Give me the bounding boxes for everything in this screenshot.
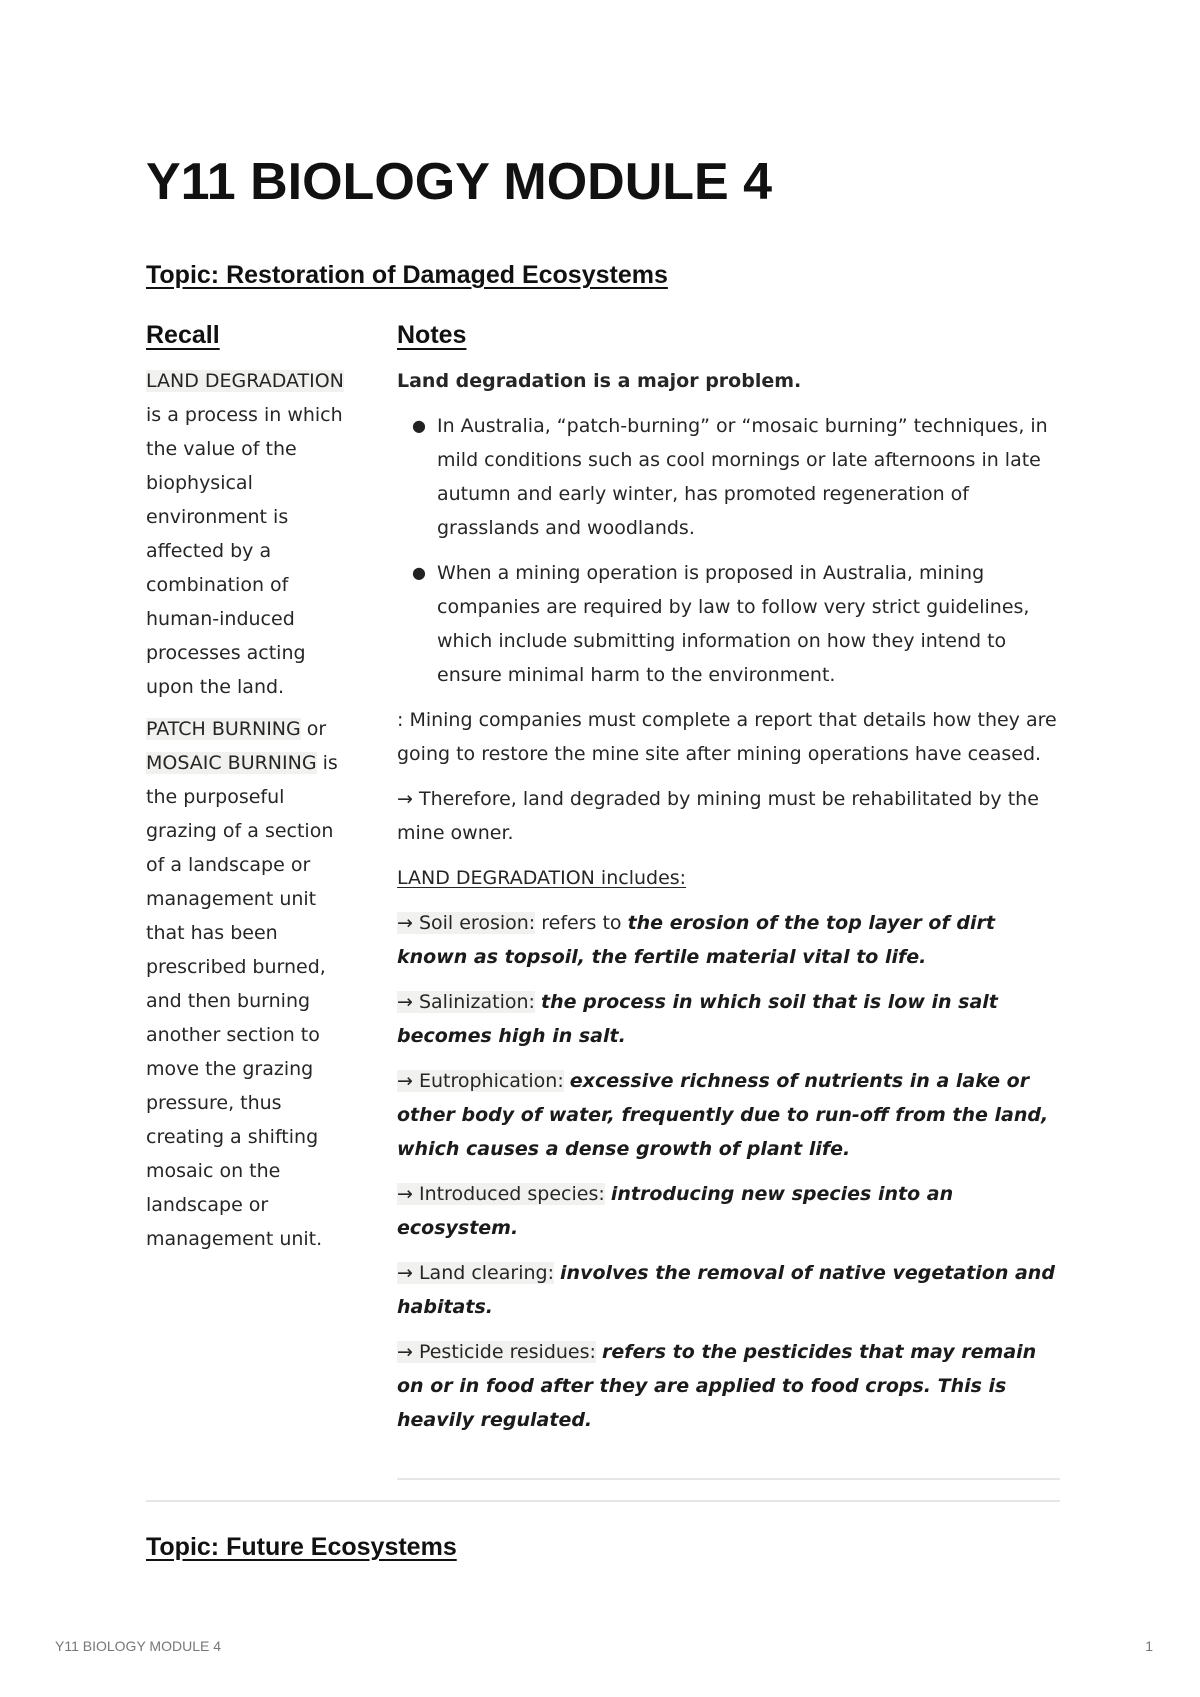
- item-label: → Soil erosion:: [397, 912, 536, 934]
- list-item: ● In Australia, “patch-burning” or “mosaic burning” techniques, in mild conditions such as cool mornings or late afternoons in late autumn and early winter, has promoted regeneration of grasslands and woodlands.: [437, 409, 1067, 545]
- term-highlight: MOSAIC BURNING: [146, 752, 317, 774]
- degradation-item-salinization: [397, 985, 1067, 1053]
- degradation-item-pesticide-residues: [397, 1335, 1067, 1437]
- item-definition: refers to the pesticides that may remain on or in food after they are applied to food crops. This is heavily regulated.: [397, 1341, 1037, 1431]
- mining-report-note: : Mining companies must complete a report that details how they are going to restore the mine site after mining operations have ceased.: [397, 709, 1057, 765]
- item-label: → Land clearing:: [397, 1262, 554, 1284]
- term-highlight: PATCH BURNING: [146, 718, 301, 740]
- degradation-item-introduced-species: [397, 1177, 1067, 1245]
- includes-heading: LAND DEGRADATION includes:: [397, 867, 687, 889]
- recall-text: is the purposeful grazing of a section of a landscape or management unit that has been prescribed burned, and then burning another section to move the grazing pressure, thus creating a shifting mosaic on the landscape or management unit.: [146, 752, 338, 1250]
- recall-heading: Recall: [146, 321, 220, 349]
- degradation-item-land-clearing: [397, 1256, 1067, 1324]
- degradation-item-soil-erosion: → Soil erosion: refers to the erosion of the top layer of dirt known as topsoil, the fertile material vital to life.: [397, 912, 995, 968]
- notes-heading: Notes: [397, 321, 467, 349]
- item-definition: the erosion of the top layer of dirt known as topsoil, the fertile material vital to life.: [397, 912, 995, 968]
- notes-column: [397, 364, 1067, 1448]
- notes-bullet-list: [397, 409, 1067, 692]
- item-definition: involves the removal of native vegetation and habitats.: [397, 1262, 1055, 1318]
- footer-title: Y11 BIOLOGY MODULE 4: [55, 1638, 221, 1654]
- bullet-dot-icon: ●: [412, 416, 426, 435]
- item-definition: introducing new species into an ecosystem.: [397, 1183, 954, 1239]
- item-label: → Introduced species:: [397, 1183, 605, 1205]
- term-highlight: LAND DEGRADATION: [146, 370, 344, 392]
- item-label: → Salinization:: [397, 991, 535, 1013]
- recall-entry-land-degradation: [146, 364, 356, 704]
- bullet-dot-icon: ●: [412, 563, 426, 582]
- recall-entry-patch-burning: [146, 712, 356, 1256]
- recall-connector: or: [300, 718, 327, 740]
- notes-divider: [397, 1478, 1060, 1480]
- footer-page-number: 1: [1145, 1638, 1153, 1654]
- section-divider: [146, 1500, 1060, 1502]
- item-definition: excessive richness of nutrients in a lake or other body of water, frequently due to run-off from the land, which causes a dense growth of plant life.: [397, 1070, 1049, 1160]
- degradation-item-eutrophication: [397, 1064, 1067, 1166]
- recall-text: is a process in which the value of the biophysical environment is affected by a combination of human-induced processes acting upon the land.: [146, 404, 343, 698]
- topic-heading-restoration: Topic: Restoration of Damaged Ecosystems: [146, 261, 668, 289]
- item-definition: the process in which soil that is low in salt becomes high in salt.: [397, 991, 998, 1047]
- topic-heading-future-ecosystems: Topic: Future Ecosystems: [146, 1533, 457, 1561]
- list-item: ● When a mining operation is proposed in Australia, mining companies are required by law to follow very strict guidelines, which include submitting information on how they intend to ensure minimal harm to the environment.: [437, 556, 1067, 692]
- therefore-note: → Therefore, land degraded by mining must be rehabilitated by the mine owner.: [397, 788, 1039, 844]
- item-label: → Eutrophication:: [397, 1070, 564, 1092]
- recall-column: [146, 364, 356, 1264]
- page-title: Y11 BIOLOGY MODULE 4: [146, 153, 773, 211]
- item-label: → Pesticide residues:: [397, 1341, 596, 1363]
- notes-lead: Land degradation is a major problem.: [397, 370, 802, 392]
